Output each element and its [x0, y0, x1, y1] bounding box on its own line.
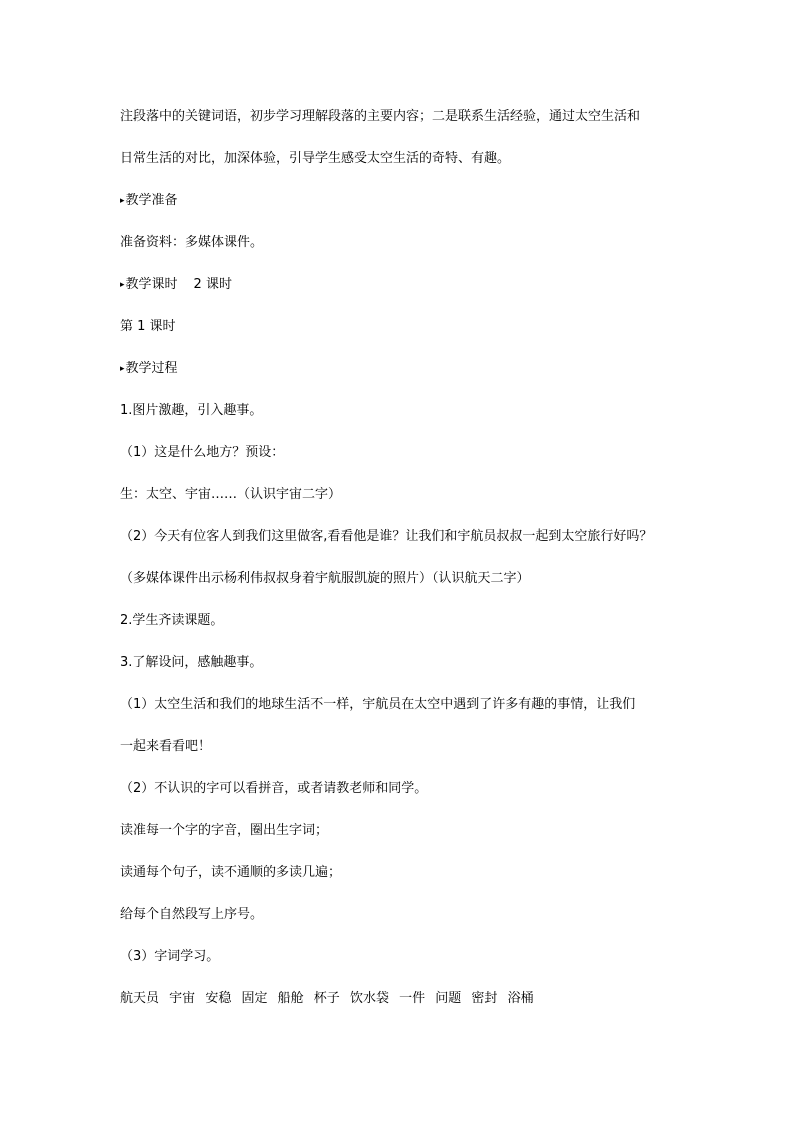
paragraph-line: 读通每个句子，读不通顺的多读几遍； [120, 865, 342, 880]
paragraph-line: 日常生活的对比，加深体验，引导学生感受太空生活的奇特、有趣。 [120, 151, 511, 166]
paragraph-line: 2.学生齐读课题。 [120, 613, 224, 628]
vocab-word: 密封 [471, 991, 498, 1006]
vocab-word: 固定 [241, 991, 268, 1006]
vocab-word: 宇宙 [169, 991, 196, 1006]
vocabulary-list [120, 990, 720, 1008]
paragraph-line: 注段落中的关键词语，初步学习理解段落的主要内容；二是联系生活经验，通过太空生活和 [120, 109, 641, 124]
paragraph-line: （1）这是什么地方？预设： [120, 445, 285, 460]
paragraph-line: （2）今天有位客人到我们这里做客,看看他是谁？让我们和宇航员叔叔一起到太空旅行好吗？ [120, 529, 653, 544]
vocab-word: 问题 [435, 991, 462, 1006]
heading-teaching-hours [120, 276, 720, 294]
vocab-word: 杯子 [313, 991, 340, 1006]
triangle-marker-icon: ▸ [120, 280, 125, 290]
vocab-word: 船舱 [277, 991, 304, 1006]
heading-label: 教学准备 [125, 193, 178, 208]
heading-teaching-prep [120, 192, 720, 210]
paragraph-line: 生：太空、宇宙……（认识宇宙二字） [120, 487, 342, 502]
paragraph-line: （1）太空生活和我们的地球生活不一样，宇航员在太空中遇到了许多有趣的事情，让我们 [120, 697, 636, 712]
vocab-word: 航天员 [120, 991, 160, 1006]
vocab-word: 浴桶 [507, 991, 534, 1006]
lesson-title: 第 1 课时 [120, 319, 176, 334]
paragraph-line: 读准每一个字的字音，圈出生字词； [120, 823, 329, 838]
vocab-word: 饮水袋 [349, 991, 389, 1006]
paragraph-line: 3.了解设问，感触趣事。 [120, 655, 263, 670]
paragraph-line: 准备资料：多媒体课件。 [120, 235, 264, 250]
paragraph-line: （多媒体课件出示杨利伟叔叔身着宇航服凯旋的照片）（认识航天二字） [120, 571, 530, 586]
paragraph-line: （3）字词学习。 [120, 949, 220, 964]
heading-label: 教学课时 [125, 277, 178, 292]
paragraph-line: 给每个自然段写上序号。 [120, 907, 264, 922]
heading-teaching-process [120, 360, 720, 378]
paragraph-line: （2）不认识的字可以看拼音，或者请教老师和同学。 [120, 781, 428, 796]
vocab-word: 安稳 [205, 991, 232, 1006]
vocab-word: 一件 [399, 991, 426, 1006]
paragraph-line: 1.图片激趣，引入趣事。 [120, 403, 263, 418]
paragraph-line: 一起来看看吧！ [120, 739, 212, 754]
heading-label: 教学过程 [125, 361, 178, 376]
triangle-marker-icon: ▸ [120, 364, 125, 374]
hours-value: 2 课时 [193, 277, 232, 292]
triangle-marker-icon: ▸ [120, 196, 125, 206]
